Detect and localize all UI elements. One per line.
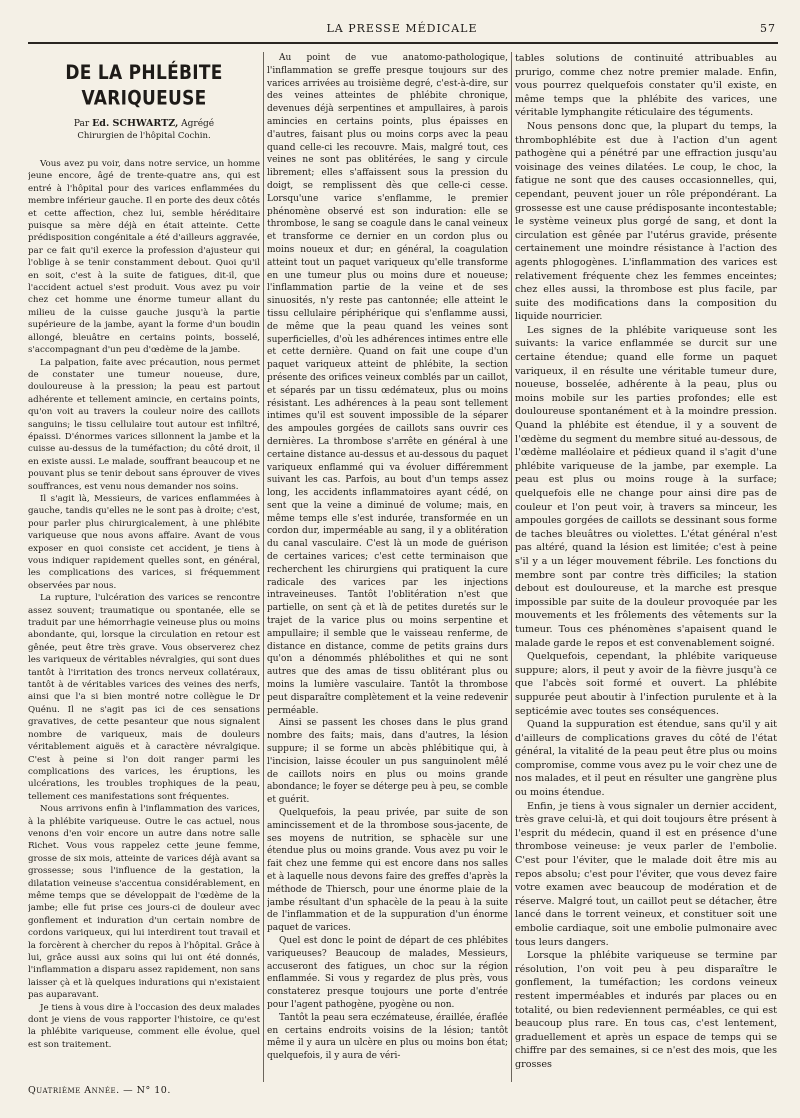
page-number: 57 xyxy=(760,22,776,35)
issue-footer: Quatrième Année. — N° 10. xyxy=(28,1085,171,1096)
byline xyxy=(28,118,260,130)
text-column-3 xyxy=(515,52,777,1082)
paragraph: Nous pensons donc que, la plupart du temps, la thrombophlébite est due à l'action d'un agent pathogène qui a pénétré par une effraction jusqu'au voisinage des veines dilatées. Le coup, le choc, la fatigue ne sont que des causes occasionnelles, qui, cependant, peuvent jouer un rôle prépondérant. La grossesse est une cause prédisposante incontestable; le système veineux plus gorgé de sang, et dont la circulation est gênée par l'utérus gravide, présente certainement une moindre résistance à l'action des agents phlogogènes. L'inflammation des varices est relativement fréquente chez les femmes enceintes; chez elles aussi, la thrombose est plus facile, par suite des modifications dans la composition du liquide nourricier. xyxy=(515,120,777,323)
column-1-body xyxy=(28,158,260,1051)
column-rule xyxy=(263,52,264,1082)
paragraph: Ainsi se passent les choses dans le plus grand nombre des faits; mais, dans d'autres, la lésion suppure; il se forme un abcès phlébitique qui, à l'incision, laisse écouler un pus sanguinolent mêlé de caillots noirs en plus ou moins grande abondance; le foyer se déterge peu à peu, se comble et guérit. xyxy=(267,718,508,806)
paragraph: Au point de vue anatomo-pathologique, l'inflammation se greffe presque toujours sur des varices arrivées au troisième degré, c'est-à-dire, sur des veines atteintes de phlébite chronique, devenues déjà serpentines et ampullaires, à parois amincies en certains points, plus épaisses en d'autres, faisant plus ou moins corps avec la peau quand celle-ci les recouvre. Mais, malgré tout, ces veines ne sont pas oblitérées, le sang y circule librement; elles s'affaissent sous la pression du doigt, se remplissent dès que celle-ci cesse. Lorsqu'une varice s'enflamme, le premier phénomène observé est son induration: elle se thrombose, le sang se coagule dans le canal veineux et transforme ce dernier en un cordon plus ou moins noueux et dur; en général, la coagulation atteint tout un paquet variqueux qu'elle transforme en une tumeur plus ou moins dure et noueuse; l'inflammation partie de la veine et de ses sinuosités, n'y reste pas cantonnée; elle atteint le tissu cellulaire périphérique qui s'enflamme aussi, de même que la peau quand les veines sont superficielles, d'où les adhérences intimes entre elle et cette dernière. Quand on fait une coupe d'un paquet variqueux atteint de phlébite, la section présente des orifices veineux comblés par un caillot, et séparés par un tissu œdémateux, plus ou moins résistant. Les adhérences à la peau sont tellement intimes qu'il est souvent impossible de la séparer des ampoules gorgées de caillots sans ouvrir ces dernières. La thrombose s'arrête en général à une certaine distance au-dessus et au-dessous du paquet variqueux enflammé qui va évoluer différemment suivant les cas. Parfois, au bout d'un temps assez long, les accidents inflammatoires ayant cédé, on sent que la veine a diminué de volume; mais, en même temps elle s'est indurée, transformée en un cordon dur, imperméable au sang, il y a oblitération du canal vasculaire. C'est là un mode de guérison de certaines varices; c'est cette terminaison que recherchent les chirurgiens qui pratiquent la cure radicale des varices par les injections intraveineuses. Tantôt l'oblitération n'est que partielle, on sent çà et là de petites duretés sur le trajet de la varice plus ou moins serpentine et ampullaire; il semble que le vaisseau renferme, de distance en distance, comme de petits grains durs qu'on a dénommés phlébolithes et qui ne sont autres que des amas de tissu oblitérant plus ou moins la lumière vasculaire. Tantôt la thrombose peut disparaître complètement et la veine redevenir perméable. xyxy=(267,53,508,716)
paragraph: Tantôt la peau sera eczémateuse, éraillée, éraflée en certains endroits voisins de la lésion; tantôt même il y aura un ulcère en plus ou moins bon état; quelquefois, il y aura de véri- xyxy=(267,1012,508,1062)
author-affiliation: Chirurgien de l'hôpital Cochin. xyxy=(77,131,211,141)
author-name: Ed. SCHWARTZ, xyxy=(92,118,179,129)
paragraph: Quel est donc le point de départ de ces phlébites variqueuses? Beaucoup de malades, Messieurs, accuseront des fatigues, un choc sur la région enflammée. Si vous y regardez de plus près, vous constaterez presque toujours une porte d'entrée pour l'agent pathogène, pyogène ou non. xyxy=(267,935,508,1010)
paragraph: Vous avez pu voir, dans notre service, un homme jeune encore, âgé de trente-quatre ans, qui est entré à l'hôpital pour des varices enflammées du membre inférieur gauche. Il en porte des deux côtés et cette affection, chez lui, semble héréditaire puisque sa mère déjà en était atteinte. Cette prédisposition congénitale a été d'ailleurs aggravée, par ce fait qu'il exerce la profession d'ajusteur qui l'oblige à se tenir constamment debout. Quoi qu'il en soit, c'est à la suite de fatigues, dit-il, que l'accident actuel s'est produit. Vous avez pu voir chez cet homme une énorme tumeur allant du milieu de la cuisse gauche jusqu'à la partie supérieure de la jambe, ayant la forme d'un boudin allongé, bleuâtre en certains points, bosselé, s'accompagnant d'un peu d'œdème de la jambe. xyxy=(28,159,260,356)
paragraph: La palpation, faite avec précaution, nous permet de constater une tumeur noueuse, dure, douloureuse à la pression; la peau est partout adhérente et tellement amincie, en certains points, qu'on voit au travers la couleur noire des caillots sanguins; le tissu cellulaire tout autour est infiltré, épaissi. D'énormes varices sillonnent la jambe et la cuisse au-dessus de la tuméfaction; du côté droit, il en existe aussi. Le malade, souffrant beaucoup et ne pouvant plus se tenir debout sans éprouver de vives souffrances, est venu nous demander nos soins. xyxy=(28,357,260,492)
article-title: DE LA PHLÉBITE VARIQUEUSE xyxy=(65,61,223,111)
column-rule xyxy=(511,52,512,1082)
paragraph: Je tiens à vous dire à l'occasion des deux malades dont je viens de vous rapporter l'histoire, ce qu'est la phlébite variqueuse, comment elle évolue, quel est son traitement. xyxy=(28,1002,260,1050)
paragraph: Enfin, je tiens à vous signaler un dernier accident, très grave celui-là, et qui doit toujours être présent à l'esprit du médecin, quand il est en présence d'une thrombose veineuse: je veux parler de l'embolie. C'est pour l'éviter, que le malade doit être mis au repos absolu; c'est pour l'éviter, que vous devez faire votre examen avec beaucoup de modération et de réserve. Malgré tout, un caillot peut se détacher, être lancé dans le torrent veineux, et constituer soit une embolie cardiaque, soit une embolie pulmonaire avec tous leurs dangers. xyxy=(515,800,777,948)
paragraph: Quand la suppuration est étendue, sans qu'il y ait d'ailleurs de complications graves du côté de l'état général, la vitalité de la peau peut être plus ou moins compromise, comme vous avez pu le voir chez une de nos malades, et il peut en résulter une gangrène plus ou moins étendue. xyxy=(515,719,777,799)
paragraph: Quelquefois, cependant, la phlébite variqueuse suppure; alors, il peut y avoir de la fièvre jusqu'à ce que l'abcès soit formé et ouvert. La phlébite suppurée peut aboutir à l'infection purulente et à la septicémie avec toutes ses conséquences. xyxy=(515,651,777,717)
byline-prefix: Par xyxy=(73,119,90,129)
text-column-2 xyxy=(267,52,508,1082)
paragraph: Il s'agit là, Messieurs, de varices enflammées à gauche, tandis qu'elles ne le sont pas à droite; c'est, pour parler plus chirurgicalement, à une phlébite variqueuse que nous avons affaire. Avant de vous exposer en quoi consiste cet accident, je tiens à vous indiquer rapidement quelles sont, en général, les complications des varices, si fréquemment observées par nous. xyxy=(28,493,260,591)
author-title: Agrégé xyxy=(181,119,215,129)
running-head xyxy=(28,22,776,38)
paragraph: Lorsque la phlébite variqueuse se termine par résolution, l'on voit peu à peu disparaître le gonflement, la tuméfaction; les cordons veineux restent imperméables et indurés par places ou en totalité, ou bien redeviennent perméables, ce qui est beaucoup plus rare. En tous cas, c'est lentement, graduellement et après un espace de temps qui se chiffre par des semaines, si ce n'est des mois, que les grosses xyxy=(515,950,777,1070)
header-rule xyxy=(28,42,778,44)
paragraph: Quelquefois, la peau privée, par suite de son amincissement et de la thrombose sous-jacente, de ses moyens de nutrition, se sphacèle sur une étendue plus ou moins grande. Vous avez pu voir le fait chez une femme qui est encore dans nos salles et à laquelle nous devons faire des greffes d'après la méthode de Thiersch, pour une énorme plaie de la jambe résultant d'un sphacèle de la peau à la suite de l'inflammation et de la suppuration d'un énorme paquet de varices. xyxy=(267,808,508,934)
paragraph: Les signes de la phlébite variqueuse sont les suivants: la varice enflammée se durcit sur une certaine étendue; quand elle forme un paquet variqueux, il en résulte une véritable tumeur dure, noueuse, bosselée, adhérente à la peau, plus ou moins mobile sur les parties profondes; elle est douloureuse spontanément et à la moindre pression. Quand la phlébite est étendue, il y a souvent de l'œdème du segment du membre situé au-dessous, de l'œdème malléolaire et pédieux quand il s'agit d'une phlébite variqueuse de la jambe, par exemple. La peau est plus ou moins rouge à la surface; quelquefois elle ne change pour ainsi dire pas de couleur et l'on peut voir, à travers sa minceur, les ampoules gorgées de caillots se dessinant sous forme de taches bleuâtres ou violettes. L'état général n'est pas altéré, quand la lésion est limitée; c'est à peine s'il y a un léger mouvement fébrile. Les fonctions du membre sont par contre très difficiles; la station debout est douloureuse, et la marche est presque impossible par suite de la douleur provoquée par les mouvements et les frôlements des vêtements sur la tumeur. Tous ces phénomènes s'apaisent quand le malade garde le repos et est convenablement soigné. xyxy=(515,324,777,649)
paragraph: Nous arrivons enfin à l'inflammation des varices, à la phlébite variqueuse. Outre le cas actuel, nous venons d'en voir encore un autre dans notre salle Richet. Vous vous rappelez cette jeune femme, grosse de six mois, atteinte de varices déjà avant sa grossesse; sous l'influence de la gestation, la dilatation veineuse s'accentua considérablement, en même temps que se développait de l'œdème de la jambe; elle fut prise ces jours-ci de douleur avec gonflement et induration d'un certain nombre de cordons variqueux, qui lui interdirent tout travail et la forcèrent à chercher du repos à l'hôpital. Grâce à lui, grâce aussi aux soins qui lui ont été donnés, l'inflammation a disparu assez rapidement, non sans laisser çà et là quelques indurations qui n'existaient pas auparavant. xyxy=(28,804,260,1001)
paragraph: La rupture, l'ulcération des varices se rencontre assez souvent; traumatique ou spontanée, elle se traduit par une hémorrhagie veineuse plus ou moins abondante, qui, lorsque la circulation en retour est gênée, peut être très grave. Vous observerez chez les variqueux de véritables névralgies, qui sont dues tantôt à l'irritation des troncs nerveux collatéraux, tantôt à de véritables varices des veines des nerfs, ainsi que l'a si bien montré notre collègue le Dr Quénu. Il ne s'agit pas ici de ces sensations gravatives, de cette pesanteur que nous signalent nombre de variqueux, mais de douleurs véritablement aiguës et à caractère névralgique. C'est à peine si l'on doit ranger parmi les complications des varices, les éruptions, les ulcérations, les troubles trophiques de la peau, tellement ces manifestations sont fréquentes. xyxy=(28,593,260,802)
journal-name: LA PRESSE MÉDICALE xyxy=(326,22,478,35)
text-column-1 xyxy=(28,52,260,1082)
paragraph-continued: tables solutions de continuité attribuables au prurigo, comme chez notre premier malade. Enfin, vous pourrez quelquefois constater qu'il existe, en même temps que la phlébite des varices, une véritable lymphangite réticulaire des téguments. xyxy=(515,53,777,119)
